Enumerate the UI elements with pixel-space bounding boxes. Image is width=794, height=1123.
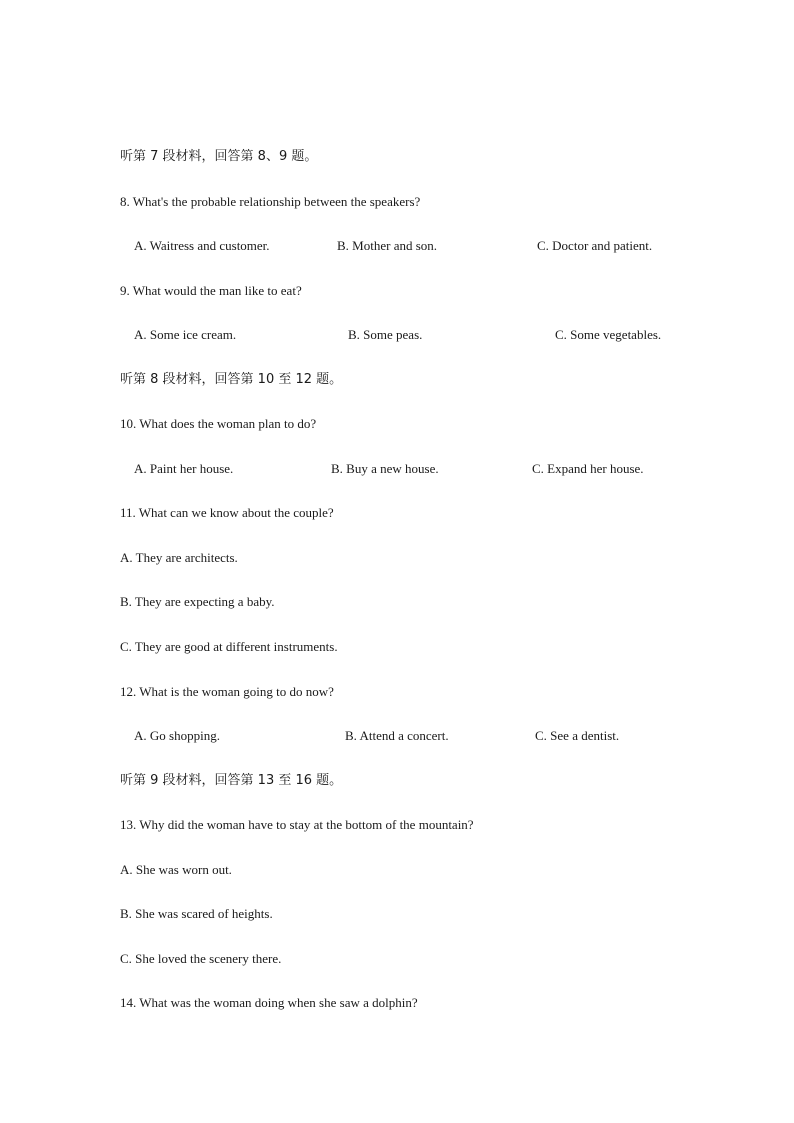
question-11-option-b: B. They are expecting a baby. (120, 594, 275, 609)
question-13-option-b: B. She was scared of heights. (120, 906, 273, 921)
question-8-option-b: B. Mother and son. (337, 238, 438, 253)
question-12-option-a: A. Go shopping. (134, 728, 220, 743)
question-8-option-a: A. Waitress and customer. (134, 238, 270, 253)
section-heading-8: 听第 8 段材料，回答第 10 至 12 题。 (120, 372, 343, 387)
question-11-stem: 11. What can we know about the couple? (120, 505, 334, 520)
question-9-option-b: B. Some peas. (348, 327, 423, 342)
question-12-option-c: C. See a dentist. (535, 728, 620, 743)
question-11-option-a: A. They are architects. (120, 550, 238, 565)
question-9-stem: 9. What would the man like to eat? (120, 283, 302, 298)
question-13-option-c: C. She loved the scenery there. (120, 951, 282, 966)
question-14-stem: 14. What was the woman doing when she saw a dolphin? (120, 995, 418, 1010)
question-11-option-c: C. They are good at different instruments. (120, 639, 338, 654)
question-13-stem: 13. Why did the woman have to stay at the bottom of the mountain? (120, 817, 474, 832)
question-9-option-a: A. Some ice cream. (134, 327, 237, 342)
question-9-option-c: C. Some vegetables. (555, 327, 662, 342)
question-12-option-b: B. Attend a concert. (345, 728, 449, 743)
section-heading-9: 听第 9 段材料，回答第 13 至 16 题。 (120, 773, 343, 788)
question-10-option-a: A. Paint her house. (134, 461, 234, 476)
question-10-option-c: C. Expand her house. (532, 461, 644, 476)
question-13-option-a: A. She was worn out. (120, 862, 232, 877)
section-heading-7: 听第 7 段材料，回答第 8、9 题。 (120, 149, 318, 164)
question-8-option-c: C. Doctor and patient. (537, 238, 653, 253)
question-10-option-b: B. Buy a new house. (331, 461, 439, 476)
question-8-stem: 8. What's the probable relationship between the speakers? (120, 194, 421, 209)
question-12-stem: 12. What is the woman going to do now? (120, 684, 334, 699)
question-10-stem: 10. What does the woman plan to do? (120, 416, 317, 431)
